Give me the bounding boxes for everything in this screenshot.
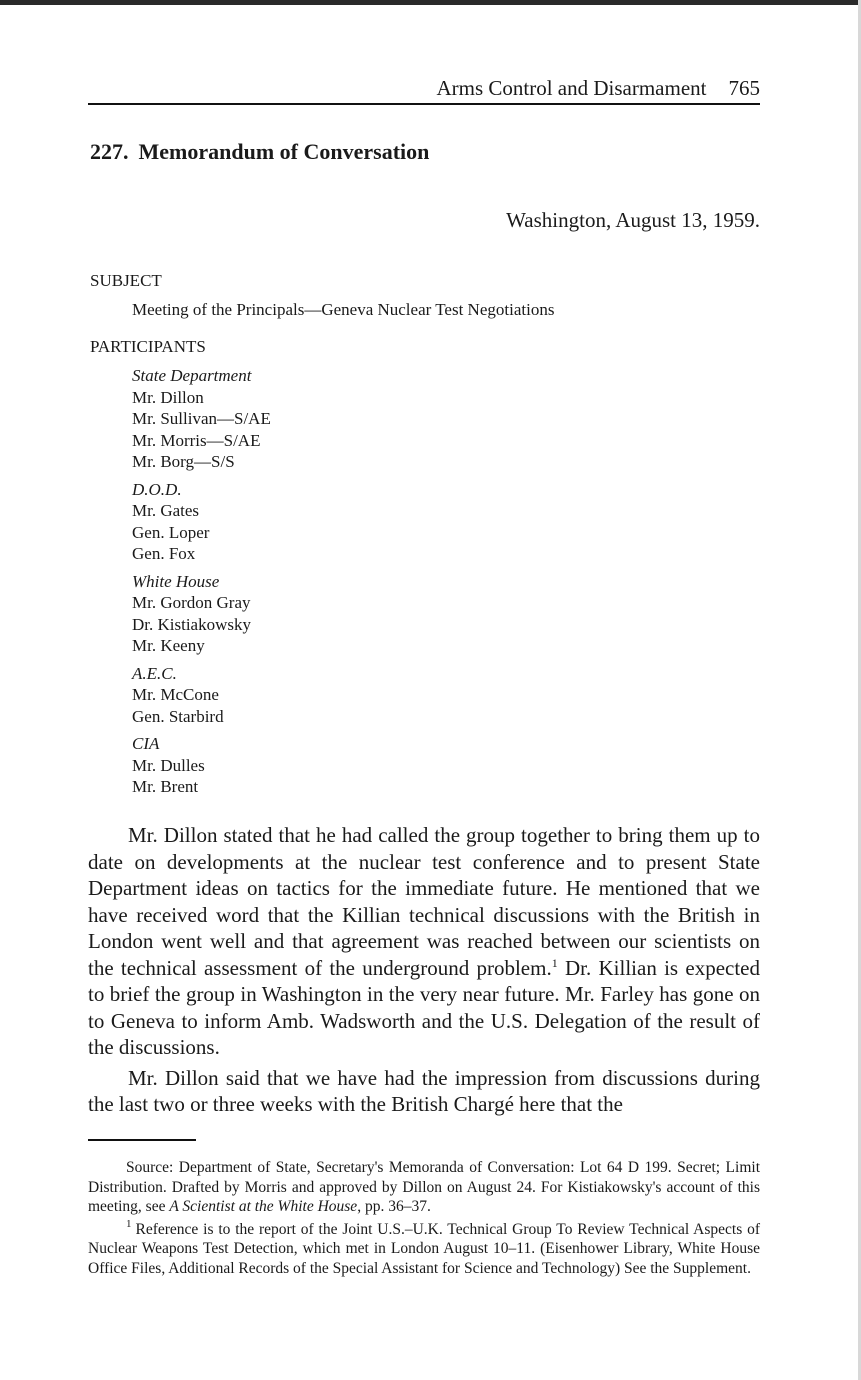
- footnote-rule: [88, 1139, 196, 1141]
- participants-label: PARTICIPANTS: [90, 337, 206, 356]
- participants-list: [132, 365, 271, 804]
- group-name: CIA: [132, 734, 160, 753]
- footnote-1: [88, 1220, 760, 1279]
- page-top-edge: [0, 0, 861, 5]
- participant: Mr. Gordon Gray: [132, 593, 251, 612]
- group-name: White House: [132, 571, 220, 591]
- participant: Mr. Morris—S/AE: [132, 430, 261, 450]
- participant: Mr. Dillon: [132, 387, 204, 407]
- participant-group-white-house: [132, 571, 271, 657]
- footnote-text: Reference is to the report of the Joint U.S.–U.K. Technical Group To Review Technical Aspects of Nuclear Weapons Test Detection, which met in London August 10–11. (Eisenhower Library, White House Office Files, Additional Records of the Special Assistant for Science and Technology) See the Supplement.: [88, 1220, 760, 1277]
- participant: Mr. Sullivan—S/AE: [132, 409, 271, 428]
- participant: Mr. Keeny: [132, 636, 205, 655]
- group-name: A.E.C.: [132, 663, 177, 683]
- body-text: Mr. Dillon stated that he had called the group together to bring them up to date on developments at the nuclear test conference and to present State Department ideas on tactics for the immediate future. He mentioned that we have received word that the Killian technical discussions with the British in London went well and that agreement was reached between our scientists on the technical assessment of the underground problem.: [88, 823, 760, 980]
- participant: Gen. Starbird: [132, 706, 224, 726]
- source-note-text: , pp. 36–37.: [357, 1198, 431, 1215]
- participant-group-dod: [132, 479, 271, 565]
- participant: Mr. Borg—S/S: [132, 452, 235, 471]
- source-note-text: Source: Department of State, Secretary's Memoranda of Conversation: Lot 64 D 199. Secret; Limit Distribution. Drafted by Morris and approved by Dillon on August 24. For Kistiakowsky's account of this meeting, see: [88, 1159, 760, 1215]
- header-rule: [88, 103, 760, 105]
- participant-group-aec: [132, 663, 271, 728]
- subject-label: SUBJECT: [90, 271, 162, 290]
- book-title: A Scientist at the White House: [169, 1198, 358, 1215]
- document-number: 227.: [90, 139, 129, 164]
- running-head: [88, 74, 760, 104]
- participant: Mr. Dulles: [132, 755, 205, 775]
- participant: Gen. Loper: [132, 522, 210, 542]
- participant-group-cia: [132, 733, 271, 798]
- footnotes: [88, 1158, 760, 1281]
- source-note: [88, 1158, 760, 1217]
- body-paragraph: Mr. Dillon said that we have had the impression from discussions during the last two or three weeks with the British Chargé here that the: [88, 1065, 760, 1116]
- footnote-reference[interactable]: 1: [551, 955, 558, 970]
- group-name: D.O.D.: [132, 479, 182, 499]
- subject-text: Meeting of the Principals—Geneva Nuclear Test Negotiations: [132, 300, 555, 319]
- document-heading: [90, 138, 429, 166]
- running-head-title: Arms Control and Disarmament: [436, 76, 707, 100]
- footnote-mark: 1: [126, 1218, 132, 1231]
- memo-body: [88, 822, 760, 1122]
- participant: Mr. Brent: [132, 777, 199, 796]
- group-name: State Department: [132, 366, 252, 385]
- document-title: Memorandum of Conversation: [138, 139, 430, 164]
- body-paragraph: [88, 822, 760, 1061]
- body-text: Dr. Killian is expected to brief the group in Washington in the very near future. Mr. Farley has gone on to Geneva to inform Amb. Wadsworth and the U.S. Delegation of the result of the discussions.: [88, 955, 760, 1059]
- participant-group-state: [132, 365, 271, 473]
- page-number: 765: [728, 76, 760, 100]
- participant: Mr. Gates: [132, 501, 200, 520]
- participant: Gen. Fox: [132, 544, 196, 563]
- dateline: Washington, August 13, 1959.: [506, 208, 760, 232]
- participant: Mr. McCone: [132, 685, 219, 704]
- participant: Dr. Kistiakowsky: [132, 614, 251, 634]
